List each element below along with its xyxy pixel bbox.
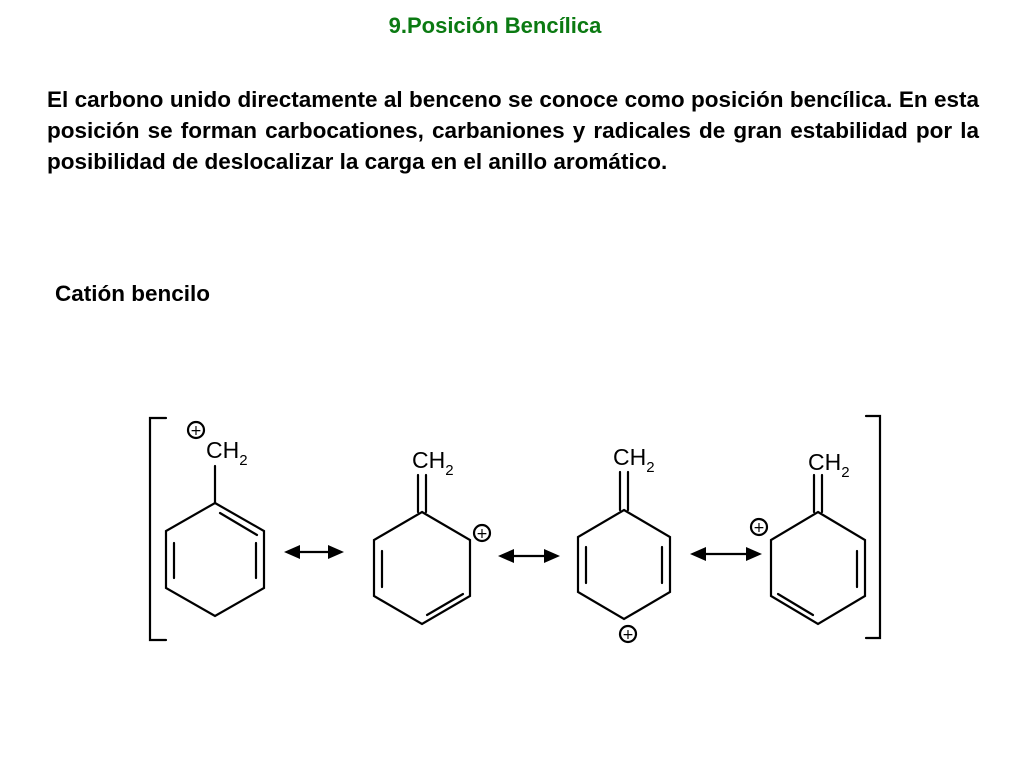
section-subheading: Catión bencilo [55,281,211,306]
arrowhead [284,545,300,559]
structure-3 [578,472,670,619]
left-bracket [150,418,166,640]
structure-1 [166,466,264,616]
positive-charge: + [622,627,634,643]
arrowhead [690,547,706,561]
structure-4 [771,475,865,624]
arrowhead [746,547,762,561]
ring-1 [166,503,264,616]
structure-2 [374,475,470,624]
arrowhead [544,549,560,563]
right-bracket [866,416,880,638]
ch2-label: $CH_2$ [412,447,454,479]
ring-2 [374,512,470,624]
arrowhead [328,545,344,559]
ch2-label: $CH_2$ [613,444,655,476]
slide-title: 9.Posición Bencílica [388,13,602,38]
ch2-label: $CH_2$ [206,437,248,469]
body-paragraph: El carbono unido directamente al benceno se conoce como posición bencílica. En esta posición se forman carbocationes, carbaniones y radicales de gran estabilidad por la posibilidad de deslocalizar la carga en el anillo aromático. [47,87,979,174]
ch2-label: $CH_2$ [808,449,850,481]
arrowhead [498,549,514,563]
ring-4 [771,512,865,624]
positive-charge: + [190,423,202,439]
ring-3 [578,510,670,619]
positive-charge: + [476,526,488,542]
positive-charge: + [753,520,765,536]
